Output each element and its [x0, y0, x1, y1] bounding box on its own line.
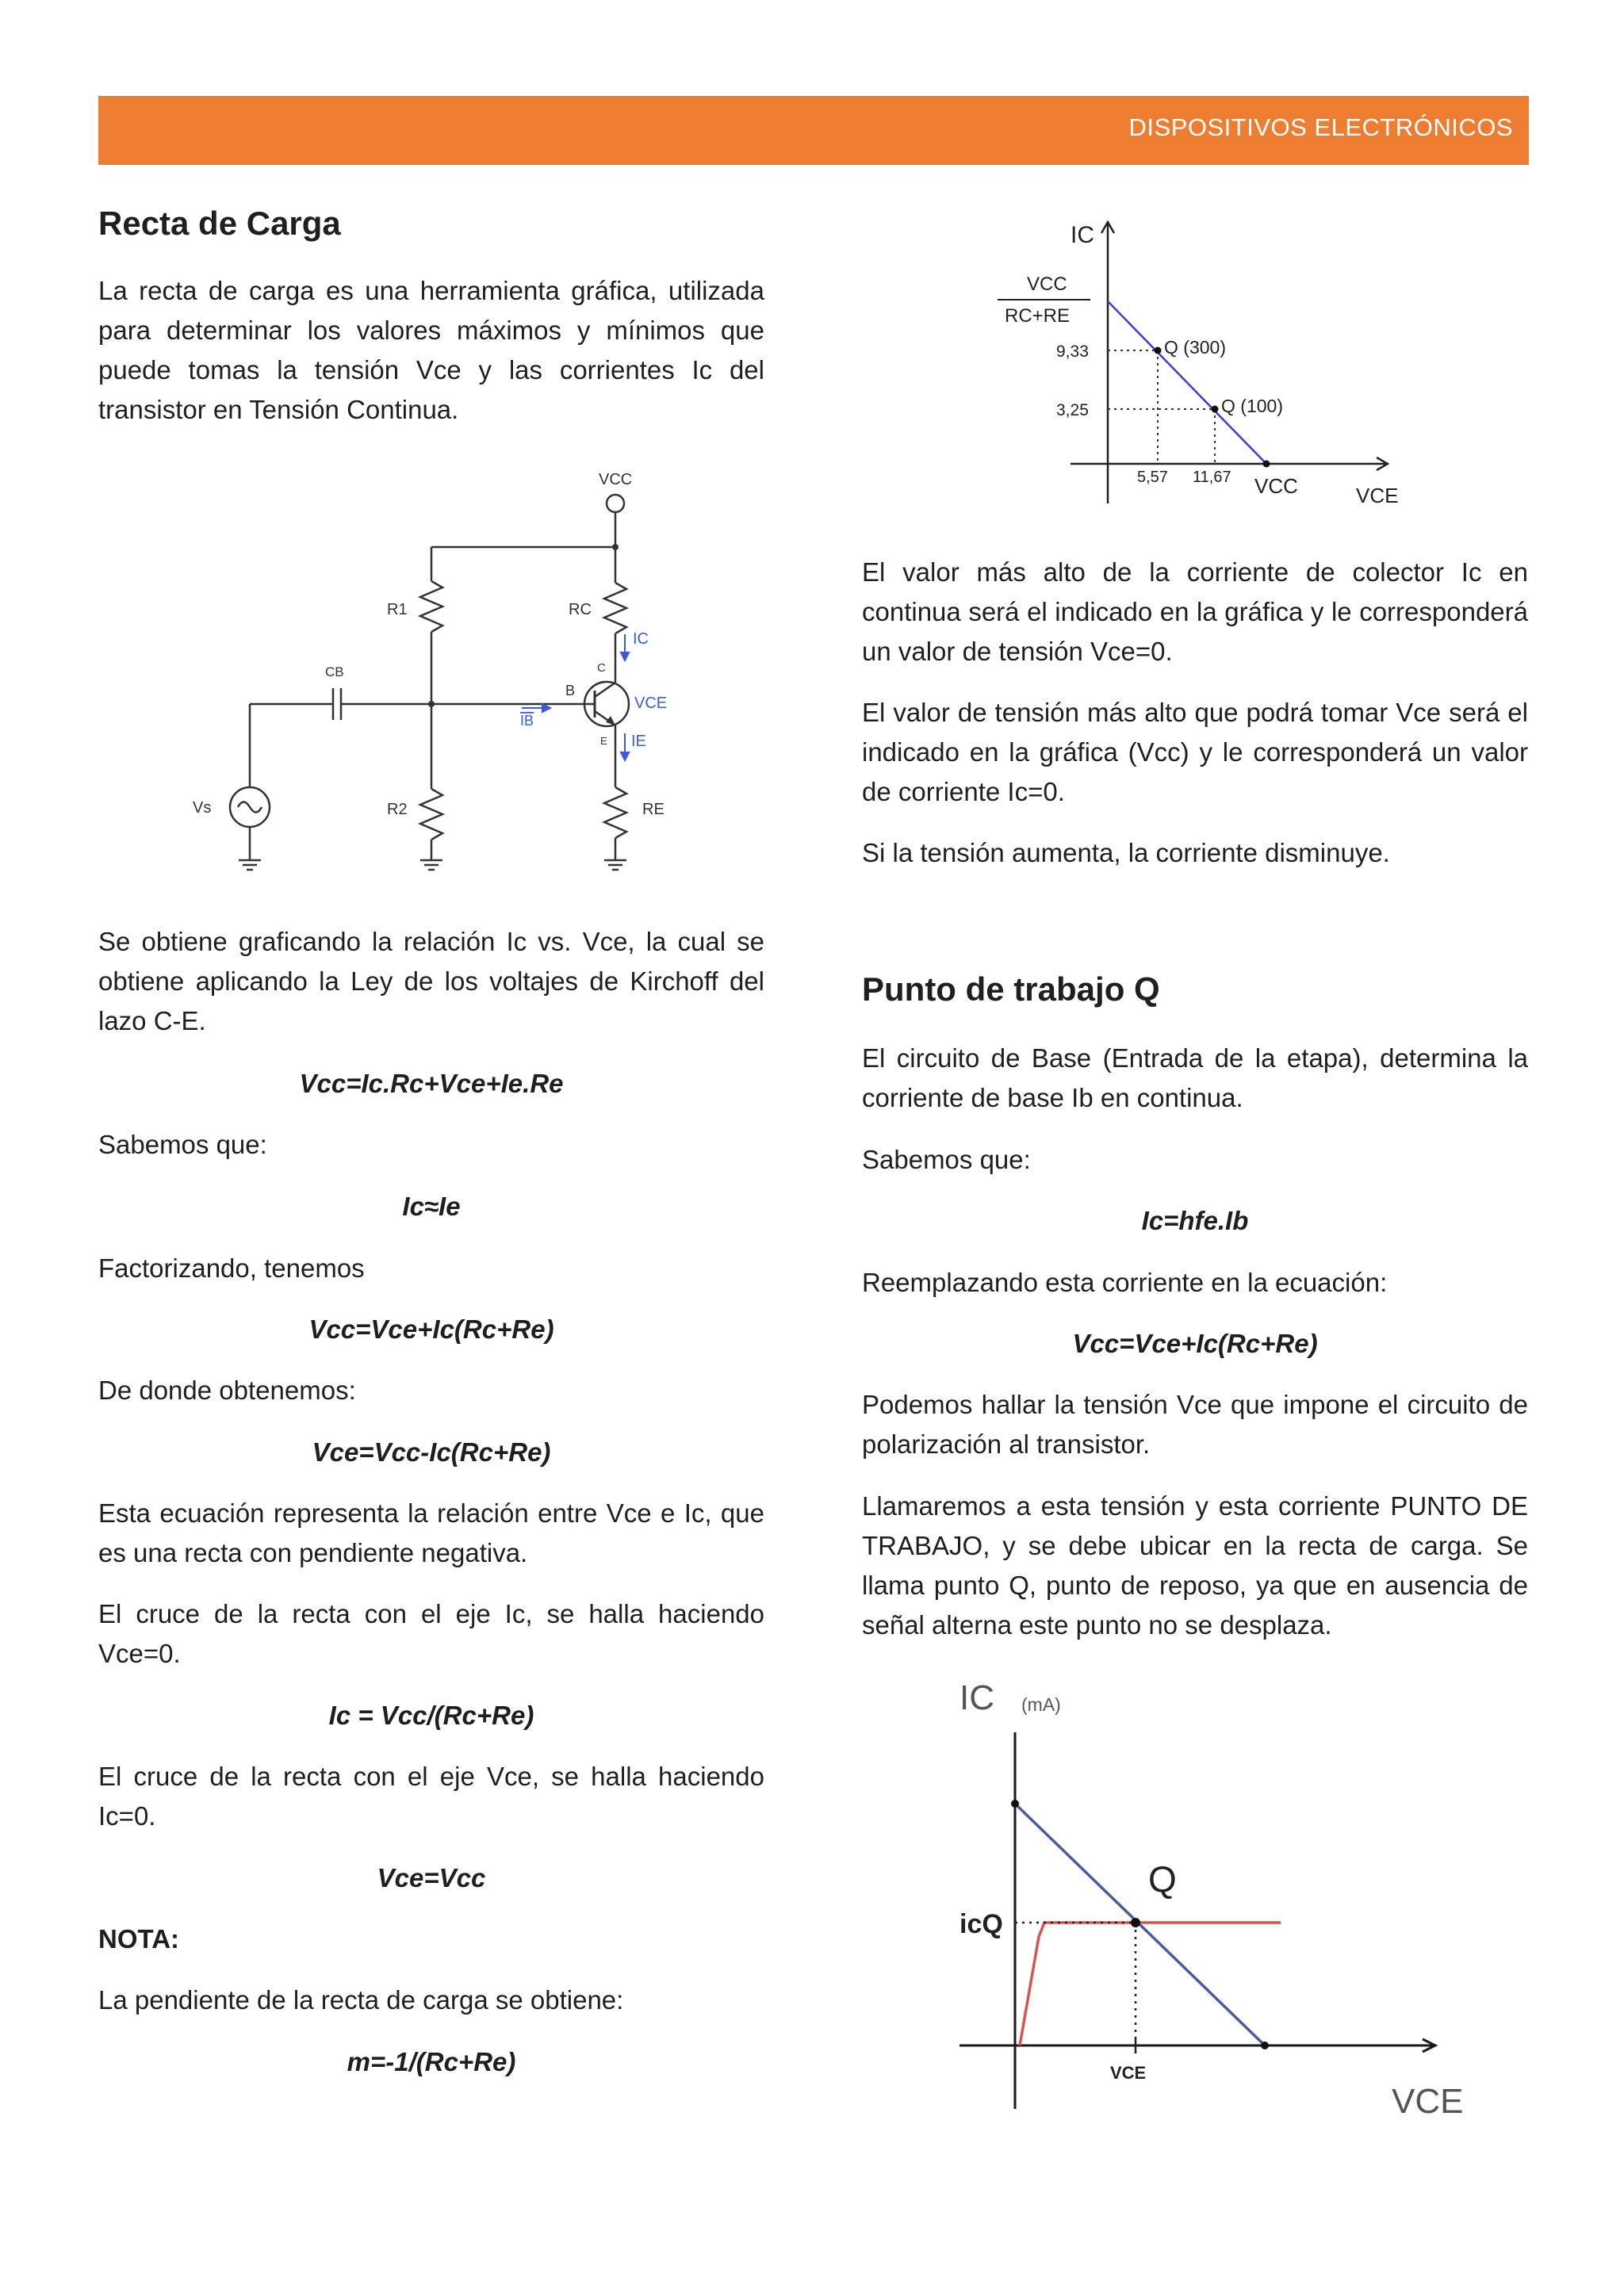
label-re: RE: [642, 801, 665, 818]
operating-point-graph: [944, 1673, 1467, 2133]
equation-vcc-factorized: Vcc=Vce+Ic(Rc+Re): [308, 1314, 554, 1344]
paragraph-hallar-vce: Podemos hallar la tensión Vce que impone el circuito de polarización al transistor.: [862, 1390, 1528, 1459]
paragraph-tension-aumenta: Si la tensión aumenta, la corriente disminuye.: [862, 838, 1390, 867]
paragraph-cruce-ic: El cruce de la recta con el eje Ic, se halla haciendo Vce=0.: [98, 1599, 764, 1668]
equation-pendiente: m=-1/(Rc+Re): [347, 2047, 516, 2076]
graph1-x-label: VCE: [1356, 484, 1399, 507]
label-ie: IE: [631, 733, 646, 750]
graph1-fraction-denominator: RC+RE: [1005, 305, 1071, 327]
paragraph-factorizando: Factorizando, tenemos: [98, 1253, 365, 1283]
paragraph-reemplazando: Reemplazando esta corriente en la ecuación:: [862, 1268, 1388, 1297]
graph1-x-vcc: VCC: [1254, 474, 1298, 498]
label-vcc: VCC: [599, 471, 633, 488]
graph1-q300-label: Q (300): [1164, 337, 1226, 358]
label-ic: IC: [633, 630, 649, 648]
label-b: B: [565, 683, 576, 698]
label-cb: CB: [325, 664, 344, 679]
label-r1: R1: [387, 601, 408, 618]
label-ib: IB: [520, 713, 534, 729]
graph2-y-unit: (mA): [1021, 1694, 1061, 1715]
graph1-fraction-numerator: VCC: [1027, 274, 1067, 295]
graph2-y-label: IC: [959, 1678, 994, 1717]
paragraph-sabemos-2: Sabemos que:: [862, 1145, 1031, 1174]
equation-ic-hfe: Ic=hfe.Ib: [1141, 1206, 1249, 1235]
heading-recta-de-carga: Recta de Carga: [98, 205, 341, 242]
graph1-y-label: IC: [1071, 222, 1094, 248]
graph2-x-label: VCE: [1392, 2082, 1464, 2121]
label-vs: Vs: [193, 799, 212, 817]
paragraph-graficando: Se obtiene graficando la relación Ic vs. Vce, la cual se obtiene aplicando la Ley de los voltajes de Kirchoff del lazo C-E.: [98, 927, 764, 1035]
equation-ic-max: Ic = Vcc/(Rc+Re): [328, 1701, 534, 1730]
label-vce: VCE: [634, 695, 668, 712]
equation-kirchoff: Vcc=Ic.Rc+Vce+Ie.Re: [299, 1069, 564, 1098]
equation-vcc-right: Vcc=Vce+Ic(Rc+Re): [1072, 1329, 1318, 1358]
graph2-q-label: Q: [1148, 1858, 1177, 1900]
header-title: DISPOSITIVOS ELECTRÓNICOS: [1128, 113, 1513, 141]
paragraph-recta-pendiente: Esta ecuación representa la relación entre Vce e Ic, que es una recta con pendiente negativa.: [98, 1498, 764, 1567]
header-bar: [98, 96, 1529, 165]
equation-ic-ie: Ic≈Ie: [402, 1192, 461, 1221]
paragraph-sabemos-1: Sabemos que:: [98, 1130, 267, 1159]
graph1-tick-y1: 9,33: [1056, 342, 1089, 361]
graph1-q100-label: Q (100): [1221, 396, 1283, 416]
paragraph-de-donde: De donde obtenemos:: [98, 1376, 356, 1405]
equation-vce: Vce=Vcc-Ic(Rc+Re): [312, 1437, 551, 1467]
label-e: E: [600, 735, 607, 747]
paragraph-tension-maxima: El valor de tensión más alto que podrá tomar Vce será el indicado en la gráfica (Vcc) y le corresponderá un valor de corriente Ic=0.: [862, 698, 1528, 806]
label-rc: RC: [569, 601, 592, 618]
paragraph-corriente-maxima: El valor más alto de la corriente de colector Ic en continua será el indicado en la gráfica y le corresponderá un valor de tensión Vce=0.: [862, 557, 1528, 666]
paragraph-circuito-base: El circuito de Base (Entrada de la etapa), determina la corriente de base Ib en continua.: [862, 1043, 1528, 1112]
nota-label: NOTA:: [98, 1924, 180, 1954]
label-r2: R2: [387, 801, 408, 818]
label-c: C: [597, 661, 606, 675]
paragraph-punto-de-trabajo: Llamaremos a esta tensión y esta corriente PUNTO DE TRABAJO, y se debe ubicar en la recta de carga. Se llama punto Q, punto de reposo, ya que en ausencia de señal alterna este punto no se desplaza.: [862, 1491, 1528, 1640]
transistor-circuit-diagram: [174, 464, 682, 876]
paragraph-cruce-vce: El cruce de la recta con el eje Vce, se halla haciendo Ic=0.: [98, 1762, 764, 1831]
heading-punto-de-trabajo: Punto de trabajo Q: [862, 970, 1160, 1008]
graph2-vce-tick: VCE: [1110, 2063, 1147, 2083]
load-line-graph-values: [983, 214, 1411, 515]
intro-paragraph: La recta de carga es una herramienta gráfica, utilizada para determinar los valores máximos y mínimos que puede tomas la tensión Vce y las corrientes Ic del transistor en Tensión Continua.: [98, 276, 764, 424]
graph1-tick-y2: 3,25: [1056, 401, 1089, 419]
paragraph-pendiente: La pendiente de la recta de carga se obtiene:: [98, 1985, 624, 2015]
graph2-icq-label: icQ: [959, 1909, 1003, 1939]
graph1-tick-x2: 11,67: [1193, 469, 1231, 486]
equation-vce-vcc: Vce=Vcc: [377, 1863, 486, 1892]
graph1-tick-x1: 5,57: [1137, 469, 1168, 486]
